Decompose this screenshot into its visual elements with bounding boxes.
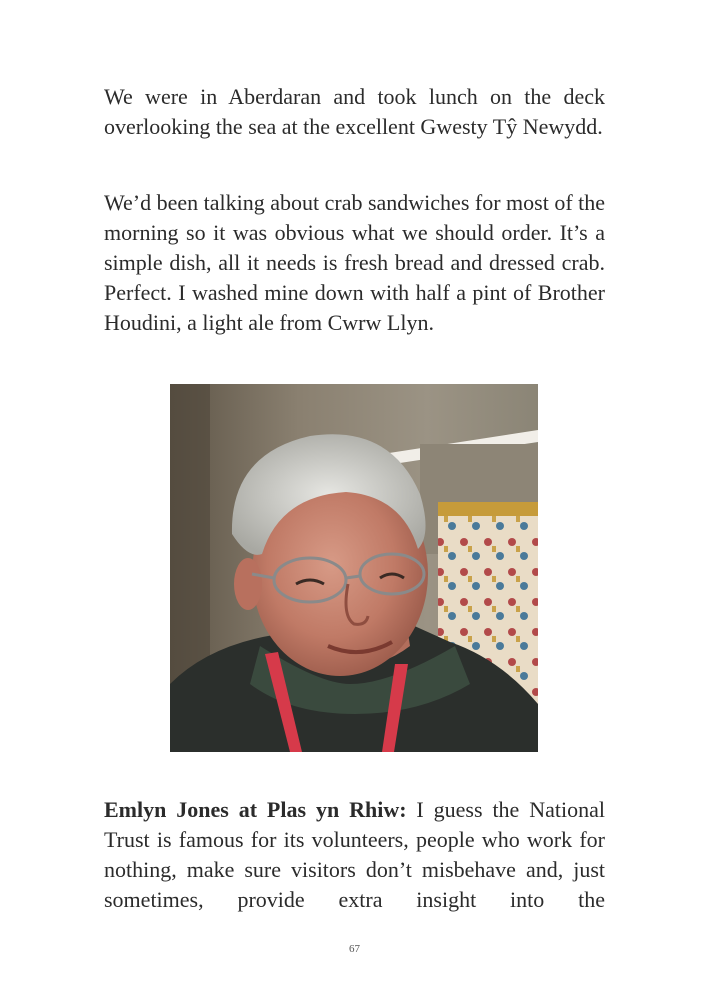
paragraph-lunch: We were in Aberdaran and took lunch on the deck overlooking the sea at the excellent Gwesty Tŷ Newydd. xyxy=(104,84,605,139)
paragraph-volunteers-text: I guess the National Trust is famous for its volunteers, people who work for nothing, make sure visitors don’t misbehave and, just sometimes, provide extra insight into the xyxy=(104,797,605,912)
photo-caption-name: Emlyn Jones at Plas yn Rhiw: xyxy=(104,797,407,822)
paragraph-crab-sandwiches: We’d been talking about crab sandwiches for most of the morning so it was obvious what we should order. It’s a simple dish, all it needs is fresh bread and dressed crab. Perfect. I washed mine down with half a pint of Brother Houdini, a light ale from Cwrw Llyn. xyxy=(104,190,606,335)
paragraph-emlyn-jones xyxy=(104,795,605,915)
portrait-photo xyxy=(170,384,538,752)
portrait-illustration xyxy=(170,384,538,752)
page-number: 67 xyxy=(349,943,360,955)
